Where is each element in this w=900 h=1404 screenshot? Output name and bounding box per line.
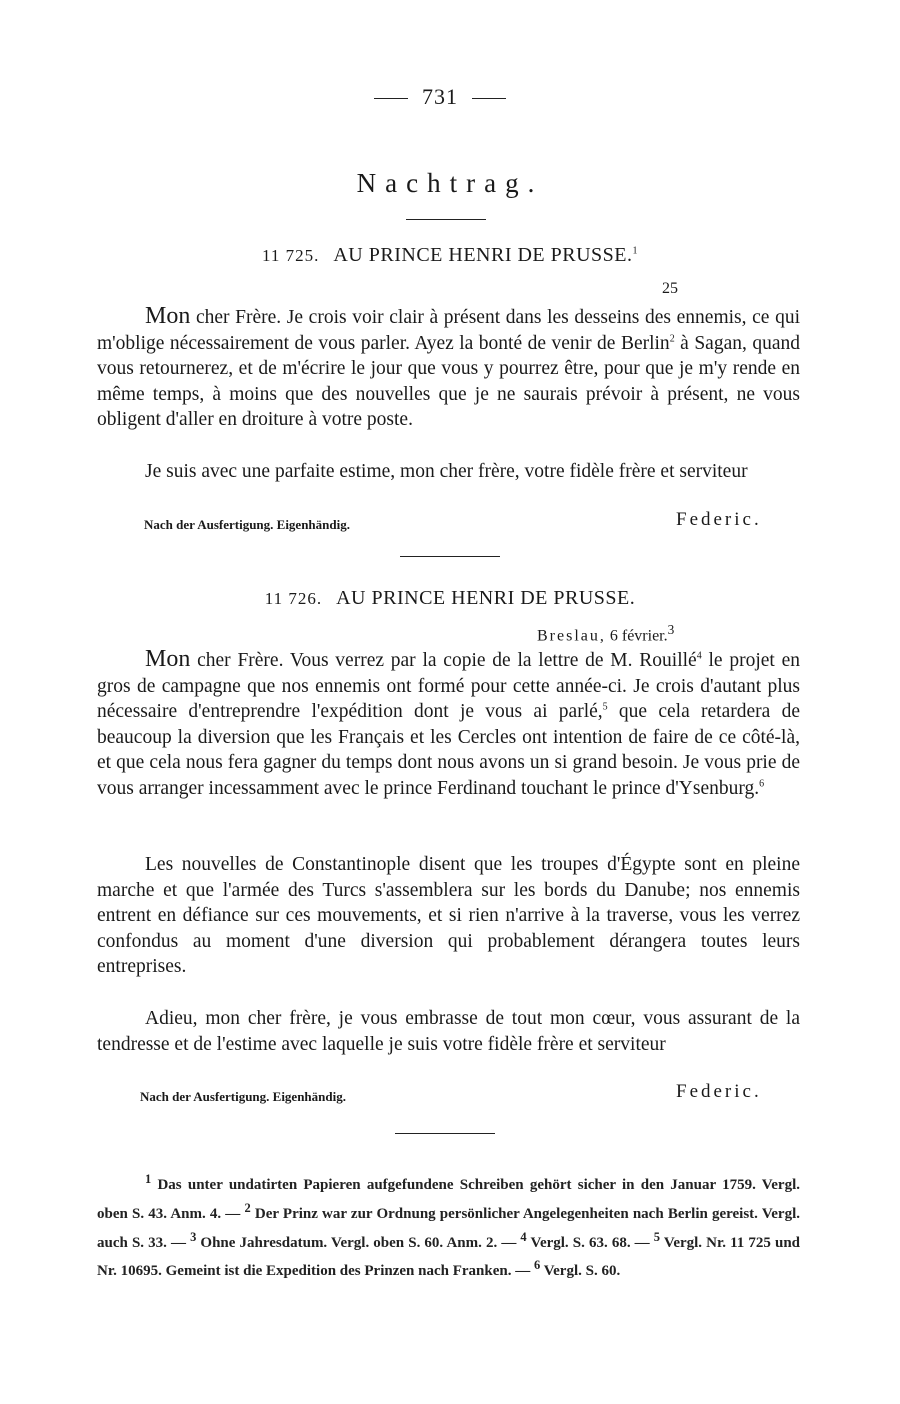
footnote-ref: 2 <box>669 333 675 345</box>
page-number-text: 731 <box>422 84 458 109</box>
dateline-place: Breslau, <box>537 627 606 645</box>
dateline <box>537 622 674 645</box>
footnote-text: Vergl. Nr. 11 725 und Nr. 10695. Gemeint ist die Expedition des Prinzen nach Franken. — <box>97 1234 801 1280</box>
letter-addressee: AU PRINCE HENRI DE PRUSSE. <box>333 244 633 266</box>
footnote-text: Ohne Jahresdatum. Vergl. oben S. 60. Anm. 2. — <box>196 1234 521 1251</box>
footnote-number: 3 <box>190 1229 197 1244</box>
letter-separator <box>400 556 500 557</box>
footnote-number: 4 <box>520 1229 527 1244</box>
paragraph-text: à Sagan, quand vous retournerez, et de m'écrire le jour que vous y pourrez être, pour que je m'y rende en même temps, à moins que des nouvelles que je ne saurais prévoir à présent, ne vous obligent d'aller en droiture à votre poste. <box>97 332 800 431</box>
footnote-number: 1 <box>145 1172 152 1186</box>
letter-closing: Adieu, mon cher frère, je vous embrasse de tout mon cœur, vous assurant de la tendresse et de l'estime avec laquelle je suis votre fidèle frère et serviteur <box>97 1008 800 1055</box>
page-number <box>0 84 880 110</box>
footnote-number: 6 <box>533 1258 541 1273</box>
paragraph-text: que cela retardera de beaucoup la diversion que les Français et les Cercles ont intention de faire de ce côté-là, et que cela nous fera gagner du temps dont nous avons un si grand besoin. Je vous prie de vous arranger incessamment avec le prince Ferdinand touchant le prince d'Ysenburg. <box>97 701 800 799</box>
heading-rule <box>406 219 486 220</box>
letter-paragraph: Les nouvelles de Constantinople disent que les troupes d'Égypte sont en pleine marche et que l'armée des Turcs s'assemblera sur les bords du Danube; nos ennemis entrent en défiance sur ces mouvements, et si rien n'arrive à la traverse, vous les verrez confondus au moment d'une diversion qui probablement dérangera toutes leurs entreprises. <box>97 854 800 978</box>
footnote-ref: 4 <box>696 650 702 662</box>
letter-closing: Je suis avec une parfaite estime, mon cher frère, votre fidèle frère et serviteur <box>145 461 748 482</box>
footnote-ref: 3 <box>667 622 675 637</box>
dateline <box>662 280 678 298</box>
letter-title <box>0 587 900 610</box>
letter-paragraph <box>97 304 800 433</box>
source-note: Nach der Ausfertigung. Eigenhändig. <box>144 517 350 532</box>
letter-number: 11 725. <box>261 246 320 265</box>
paragraph-text: cher Frère. Je crois voir clair à présent dans les desseins des ennemis, ce qui m'oblige nécessairement de vous parler. Ayez la bonté de venir de Berlin <box>97 307 800 354</box>
signature: Federic. <box>676 1081 762 1102</box>
dash-left <box>374 98 408 99</box>
footnote-ref: 6 <box>759 778 765 790</box>
footnote-separator <box>395 1133 495 1134</box>
letter-title <box>0 244 900 267</box>
footnote-text: Vergl. S. 60. <box>540 1263 621 1280</box>
footnotes <box>97 1168 800 1283</box>
salutation-initial: Mon <box>145 646 191 672</box>
footnote-number: 5 <box>653 1229 661 1244</box>
footnote-ref: 5 <box>602 701 608 713</box>
letter-number: 11 726. <box>264 589 323 608</box>
dateline-date: 6 février. <box>609 627 668 645</box>
section-heading: Nachtrag. <box>356 168 544 198</box>
paragraph-text: le projet en gros de campagne que nos ennemis ont formé pour cette année-ci. Je crois d'autant plus nécessaire d'entreprendre l'expédition dont je vous ai parlé, <box>97 650 800 723</box>
footnote-ref: 1 <box>632 245 639 257</box>
salutation-initial: Mon <box>145 303 191 329</box>
paragraph-text: cher Frère. Vous verrez par la copie de la lettre de M. Rouillé <box>190 650 697 671</box>
footnote-text: Vergl. S. 63. 68. — <box>526 1234 654 1251</box>
footnote-text: Der Prinz war zur Ordnung persönlicher Angelegenheiten nach Berlin gereist. Vergl. auch S. 33. — <box>97 1205 801 1251</box>
dateline-date: 25 <box>662 280 678 297</box>
footnote-number: 2 <box>244 1200 251 1215</box>
footnote-text: Das unter undatirten Papieren aufgefundene Schreiben gehört sicher in den Januar 1759. Vergl. oben S. 43. Anm. 4. — <box>97 1177 800 1222</box>
source-note: Nach der Ausfertigung. Eigenhändig. <box>140 1089 346 1104</box>
dash-right <box>472 98 506 99</box>
letter-addressee: AU PRINCE HENRI DE PRUSSE. <box>336 587 636 609</box>
letter-paragraph <box>97 647 800 802</box>
signature: Federic. <box>676 509 762 530</box>
